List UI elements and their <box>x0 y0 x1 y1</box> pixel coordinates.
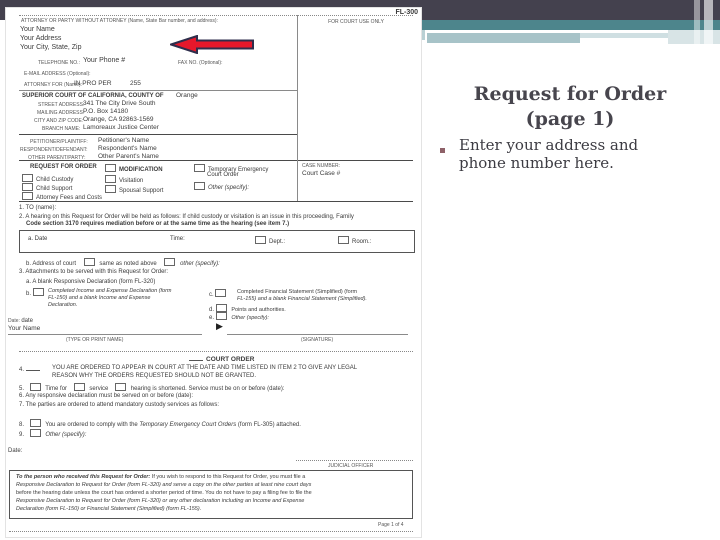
type-print-label: (TYPE OR PRINT NAME) <box>66 337 124 343</box>
respondent-label: RESPONDENT/DEFENDANT: <box>20 147 88 153</box>
hearing-time-label: Time: <box>170 236 185 242</box>
item-8-italic: Temporary Emergency Court Orders <box>139 422 237 428</box>
item-4-num: 4. <box>19 367 25 373</box>
item-3-heading: 3. Attachments to be served with this Request for Order: <box>19 269 169 275</box>
item-3d-label: Points and authorities. <box>231 307 286 313</box>
light-teal-accent-band <box>427 33 580 43</box>
item-2-line1: 2. A hearing on this Request for Order will be held as follows: If child custody or visitation is an issue in this proceeding, Family <box>19 214 354 220</box>
respondent-value: Respondent's Name <box>98 145 157 152</box>
form-line <box>296 460 413 461</box>
item-5-hearing: hearing <box>130 386 151 392</box>
signature-label: (SIGNATURE) <box>301 337 334 343</box>
attorney-address: Your Address <box>20 35 62 42</box>
notice-box <box>9 470 413 519</box>
checkbox <box>30 383 41 391</box>
form-line <box>19 351 413 352</box>
checkbox <box>84 258 95 266</box>
checkbox-label: Temporary Emergency <box>208 167 269 173</box>
branch-value: Lamoreaux Justice Center <box>83 124 159 131</box>
signature-arrow-icon: ▶ <box>216 321 223 331</box>
telephone-label: TELEPHONE NO.: <box>38 60 80 66</box>
item-9-num: 9. <box>19 432 25 438</box>
slide-title-line1: Request for Order <box>473 83 667 105</box>
slide-title-line2: (page 1) <box>525 108 615 130</box>
form-line <box>297 15 298 160</box>
hearing-same-label: same as noted above <box>99 261 157 267</box>
item-5-rest: is shortened. Service must be on or before (date): <box>152 386 285 392</box>
form-number: FL-300 <box>395 9 418 16</box>
date-value: date <box>21 318 34 324</box>
slide-title <box>425 82 715 132</box>
street-value: 341 The City Drive South <box>83 100 156 107</box>
checkbox-label: Spousal Support <box>119 188 164 194</box>
item-3a: a. A blank Responsive Declaration (form FL-320) <box>26 279 156 285</box>
checkbox <box>215 289 226 297</box>
checkbox <box>216 304 227 312</box>
bullet-marker <box>440 148 445 153</box>
city-zip-value: Orange, CA 92863-1569 <box>83 116 154 123</box>
superior-court-label: SUPERIOR COURT OF CALIFORNIA, COUNTY OF <box>22 93 164 99</box>
hearing-address-label: b. Address of court <box>26 261 77 267</box>
case-number-label: CASE NUMBER: <box>302 163 341 169</box>
attorney-name: Your Name <box>20 26 55 33</box>
checkbox-label: Court Order <box>207 172 239 178</box>
item-8-num: 8. <box>19 422 25 428</box>
red-arrow-annotation <box>170 35 254 54</box>
item-6: 6. Any responsive declaration must be served on or before (date): <box>19 393 194 399</box>
attorney-for-value: IN PRO PER <box>74 80 112 87</box>
checkbox <box>30 429 41 437</box>
case-number-value: Court Case # <box>302 170 341 177</box>
checkbox-label: Visitation <box>119 178 144 184</box>
telephone-value: Your Phone # <box>83 57 126 64</box>
teal-accent-band <box>412 20 720 30</box>
date-label: Date: <box>8 448 23 454</box>
item-3c-line2: FL-155) and a blank Financial Statement (Simplified). <box>237 296 367 302</box>
item-8-post: (form FL-305) attached. <box>236 422 301 428</box>
form-line <box>9 531 413 532</box>
right-edge-stripe <box>704 0 713 47</box>
checkbox-blank <box>26 365 40 371</box>
judicial-officer-label: JUDICIAL OFFICER <box>328 463 374 469</box>
item-7: 7. The parties are ordered to attend mandatory custody services as follows: <box>19 402 219 408</box>
item-4-line1: YOU ARE ORDERED TO APPEAR IN COURT AT THE DATE AND TIME LISTED IN ITEM 2 TO GIVE ANY LEGAL <box>52 365 358 371</box>
item-3b-line1: Completed Income and Expense Declaration (form <box>48 288 172 294</box>
petitioner-value: Petitioner's Name <box>98 137 150 144</box>
checkbox <box>22 183 33 191</box>
checkbox-label: Child Custody <box>36 177 74 183</box>
notice-line1-bold: To the person who received this Request for Order: <box>16 474 151 480</box>
form-line <box>19 134 297 135</box>
email-label: E-MAIL ADDRESS (Optional): <box>24 71 91 77</box>
form-line <box>19 160 413 161</box>
bullet-text: Enter your address and phone number here. <box>459 136 639 172</box>
page-number: Page 1 of 4 <box>378 522 404 528</box>
form-line <box>297 160 298 201</box>
checkbox-label: Attorney Fees and Costs <box>36 195 103 201</box>
form-line <box>19 90 297 91</box>
item-5-num: 5. <box>19 386 25 392</box>
date-label: Date: <box>8 318 20 324</box>
checkbox <box>105 164 116 172</box>
checkbox <box>115 383 126 391</box>
checkbox-label: Other (specify): <box>208 185 250 191</box>
checkbox <box>33 288 44 296</box>
street-label: STREET ADDRESS: <box>38 102 85 108</box>
other-parent-label: OTHER PARENT/PARTY: <box>28 155 86 161</box>
notice-line5: Declaration (form FL-150) or Financial Statement (Simplified) (form FL-155). <box>16 506 202 512</box>
notice-line2: Responsive Declaration to Request for Order (form FL-320) and serve a copy on the other parties at least nine court days <box>16 482 312 488</box>
item-2-line2: Code section 3170 requires mediation before or at the same time as the hearing (see item 7.) <box>26 221 290 227</box>
hearing-other-label: other (specify): <box>180 261 220 267</box>
checkbox <box>74 383 85 391</box>
fax-label: FAX NO. (Optional): <box>178 60 223 66</box>
checkbox-blank <box>189 355 203 361</box>
checkbox <box>255 236 266 244</box>
hearing-room-label: Room.: <box>352 239 372 245</box>
court-use-only-label: FOR COURT USE ONLY <box>328 19 384 25</box>
item-3c-num: c. <box>209 292 214 298</box>
branch-label: BRANCH NAME: <box>42 126 81 132</box>
right-edge-stripe <box>694 0 700 47</box>
hearing-date-label: a. Date <box>28 236 48 242</box>
mailing-value: P.O. Box 14180 <box>83 108 129 115</box>
checkbox <box>216 312 227 320</box>
city-zip-label: CITY AND ZIP CODE: <box>34 118 84 124</box>
checkbox <box>338 236 349 244</box>
checkbox-label: Child Support <box>36 186 73 192</box>
item-3c-line1: Completed Financial Statement (Simplified) (form <box>237 289 358 295</box>
item-4-line2: REASON WHY THE ORDERS REQUESTED SHOULD NOT BE GRANTED. <box>52 373 257 379</box>
modification-heading: MODIFICATION <box>119 167 163 173</box>
bar-number: 255 <box>130 80 141 87</box>
item-3b-line2: FL-150) and a blank Income and Expense <box>48 295 151 301</box>
item-1: 1. TO (name): <box>19 205 57 211</box>
checkbox <box>194 164 205 172</box>
item-5-service: service <box>89 386 109 392</box>
item-3b-line3: Declaration. <box>48 302 78 308</box>
form-line <box>227 334 408 335</box>
county-value: Orange <box>176 92 198 99</box>
hearing-box <box>19 230 415 253</box>
attorney-city: Your City, State, Zip <box>20 44 82 51</box>
item-3e-num: e. <box>209 315 215 321</box>
item-8-pre: You are ordered to comply with the <box>45 422 140 428</box>
checkbox <box>105 175 116 183</box>
form-line <box>19 15 413 16</box>
fl300-form-page <box>5 7 422 538</box>
item-9-label: Other (specify): <box>45 432 87 438</box>
attorney-for-label: ATTORNEY FOR (Name): <box>24 82 83 88</box>
item-3b-num: b. <box>26 291 32 297</box>
pale-teal-accent-band <box>580 33 668 38</box>
item-3d-num: d. <box>209 307 215 313</box>
type-print-name: Your Name <box>8 325 41 332</box>
notice-line4: Responsive Declaration to Request for Order (form FL-320) or any other declaration including an Income and Expense <box>16 498 305 504</box>
item-3e-label: Other (specify): <box>231 315 269 321</box>
mailing-label: MAILING ADDRESS: <box>37 110 85 116</box>
item-5-time-for: Time for <box>45 386 68 392</box>
checkbox <box>194 182 205 190</box>
petitioner-label: PETITIONER/PLAINTIFF: <box>30 139 88 145</box>
form-line <box>8 334 202 335</box>
checkbox <box>164 258 175 266</box>
checkbox <box>30 419 41 427</box>
other-parent-value: Other Parent's Name <box>98 153 159 160</box>
checkbox <box>22 192 33 200</box>
request-for-order-heading: REQUEST FOR ORDER <box>30 164 97 170</box>
form-line <box>19 201 413 202</box>
checkbox <box>22 174 33 182</box>
notice-line3: before the hearing date unless the court has ordered a shorter period of time. You do not have to pay a filing fee to file the <box>16 490 312 496</box>
court-order-heading: COURT ORDER <box>206 356 255 363</box>
checkbox <box>105 185 116 193</box>
notice-line1-rest: If you wish to respond to this Request for Order, you must file a <box>150 474 306 480</box>
attorney-label: ATTORNEY OR PARTY WITHOUT ATTORNEY (Name, State Bar number, and address): <box>21 18 218 24</box>
hearing-dept-label: Dept.: <box>269 239 286 245</box>
